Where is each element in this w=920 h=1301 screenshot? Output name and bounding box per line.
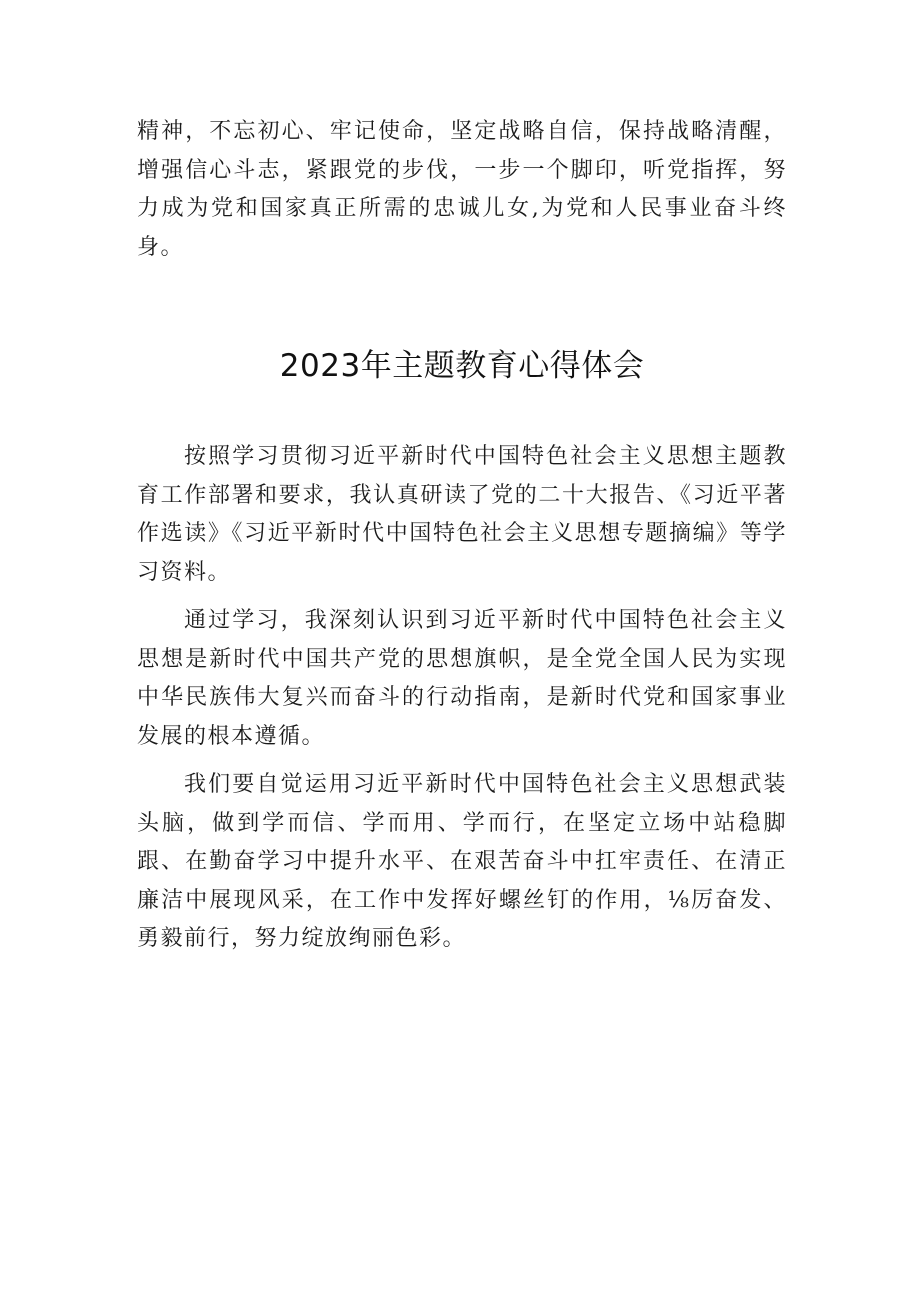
- body-paragraph-3: 我们要自觉运用习近平新时代中国特色社会主义思想武装头脑，做到学而信、学而用、学而行，在坚定立场中站稳脚跟、在勤奋学习中提升水平、在艰苦奋斗中扛牢责任、在清正廉洁中展现风采，在工作中发挥好螺丝钉的作用，⅛厉奋发、勇毅前行，努力绽放绚丽色彩。: [137, 772, 787, 951]
- paragraph-gap: [137, 756, 787, 766]
- document-title: 2023年主题教育心得体会: [279, 348, 645, 384]
- continuation-paragraph: 精神，不忘初心、牢记使命，坚定战略自信，保持战略清醒，增强信心斗志，紧跟党的步伐，一步一个脚印，听党指挥，努力成为党和国家真正所需的忠诚儿女,为党和人民事业奋斗终身。: [137, 119, 787, 260]
- document-body: [137, 113, 787, 959]
- body-paragraph-1: 按照学习贯彻习近平新时代中国特色社会主义思想主题教育工作部署和要求，我认真研读了党的二十大报告、《习近平著作选读》《习近平新时代中国特色社会主义思想专题摘编》等学习资料。: [137, 444, 787, 585]
- body-paragraph-2: 通过学习，我深刻认识到习近平新时代中国特色社会主义思想是新时代中国共产党的思想旗帜，是全党全国人民为实现中华民族伟大复兴而奋斗的行动指南，是新时代党和国家事业发展的根本遵循。: [137, 608, 787, 749]
- paragraph-gap: [137, 592, 787, 602]
